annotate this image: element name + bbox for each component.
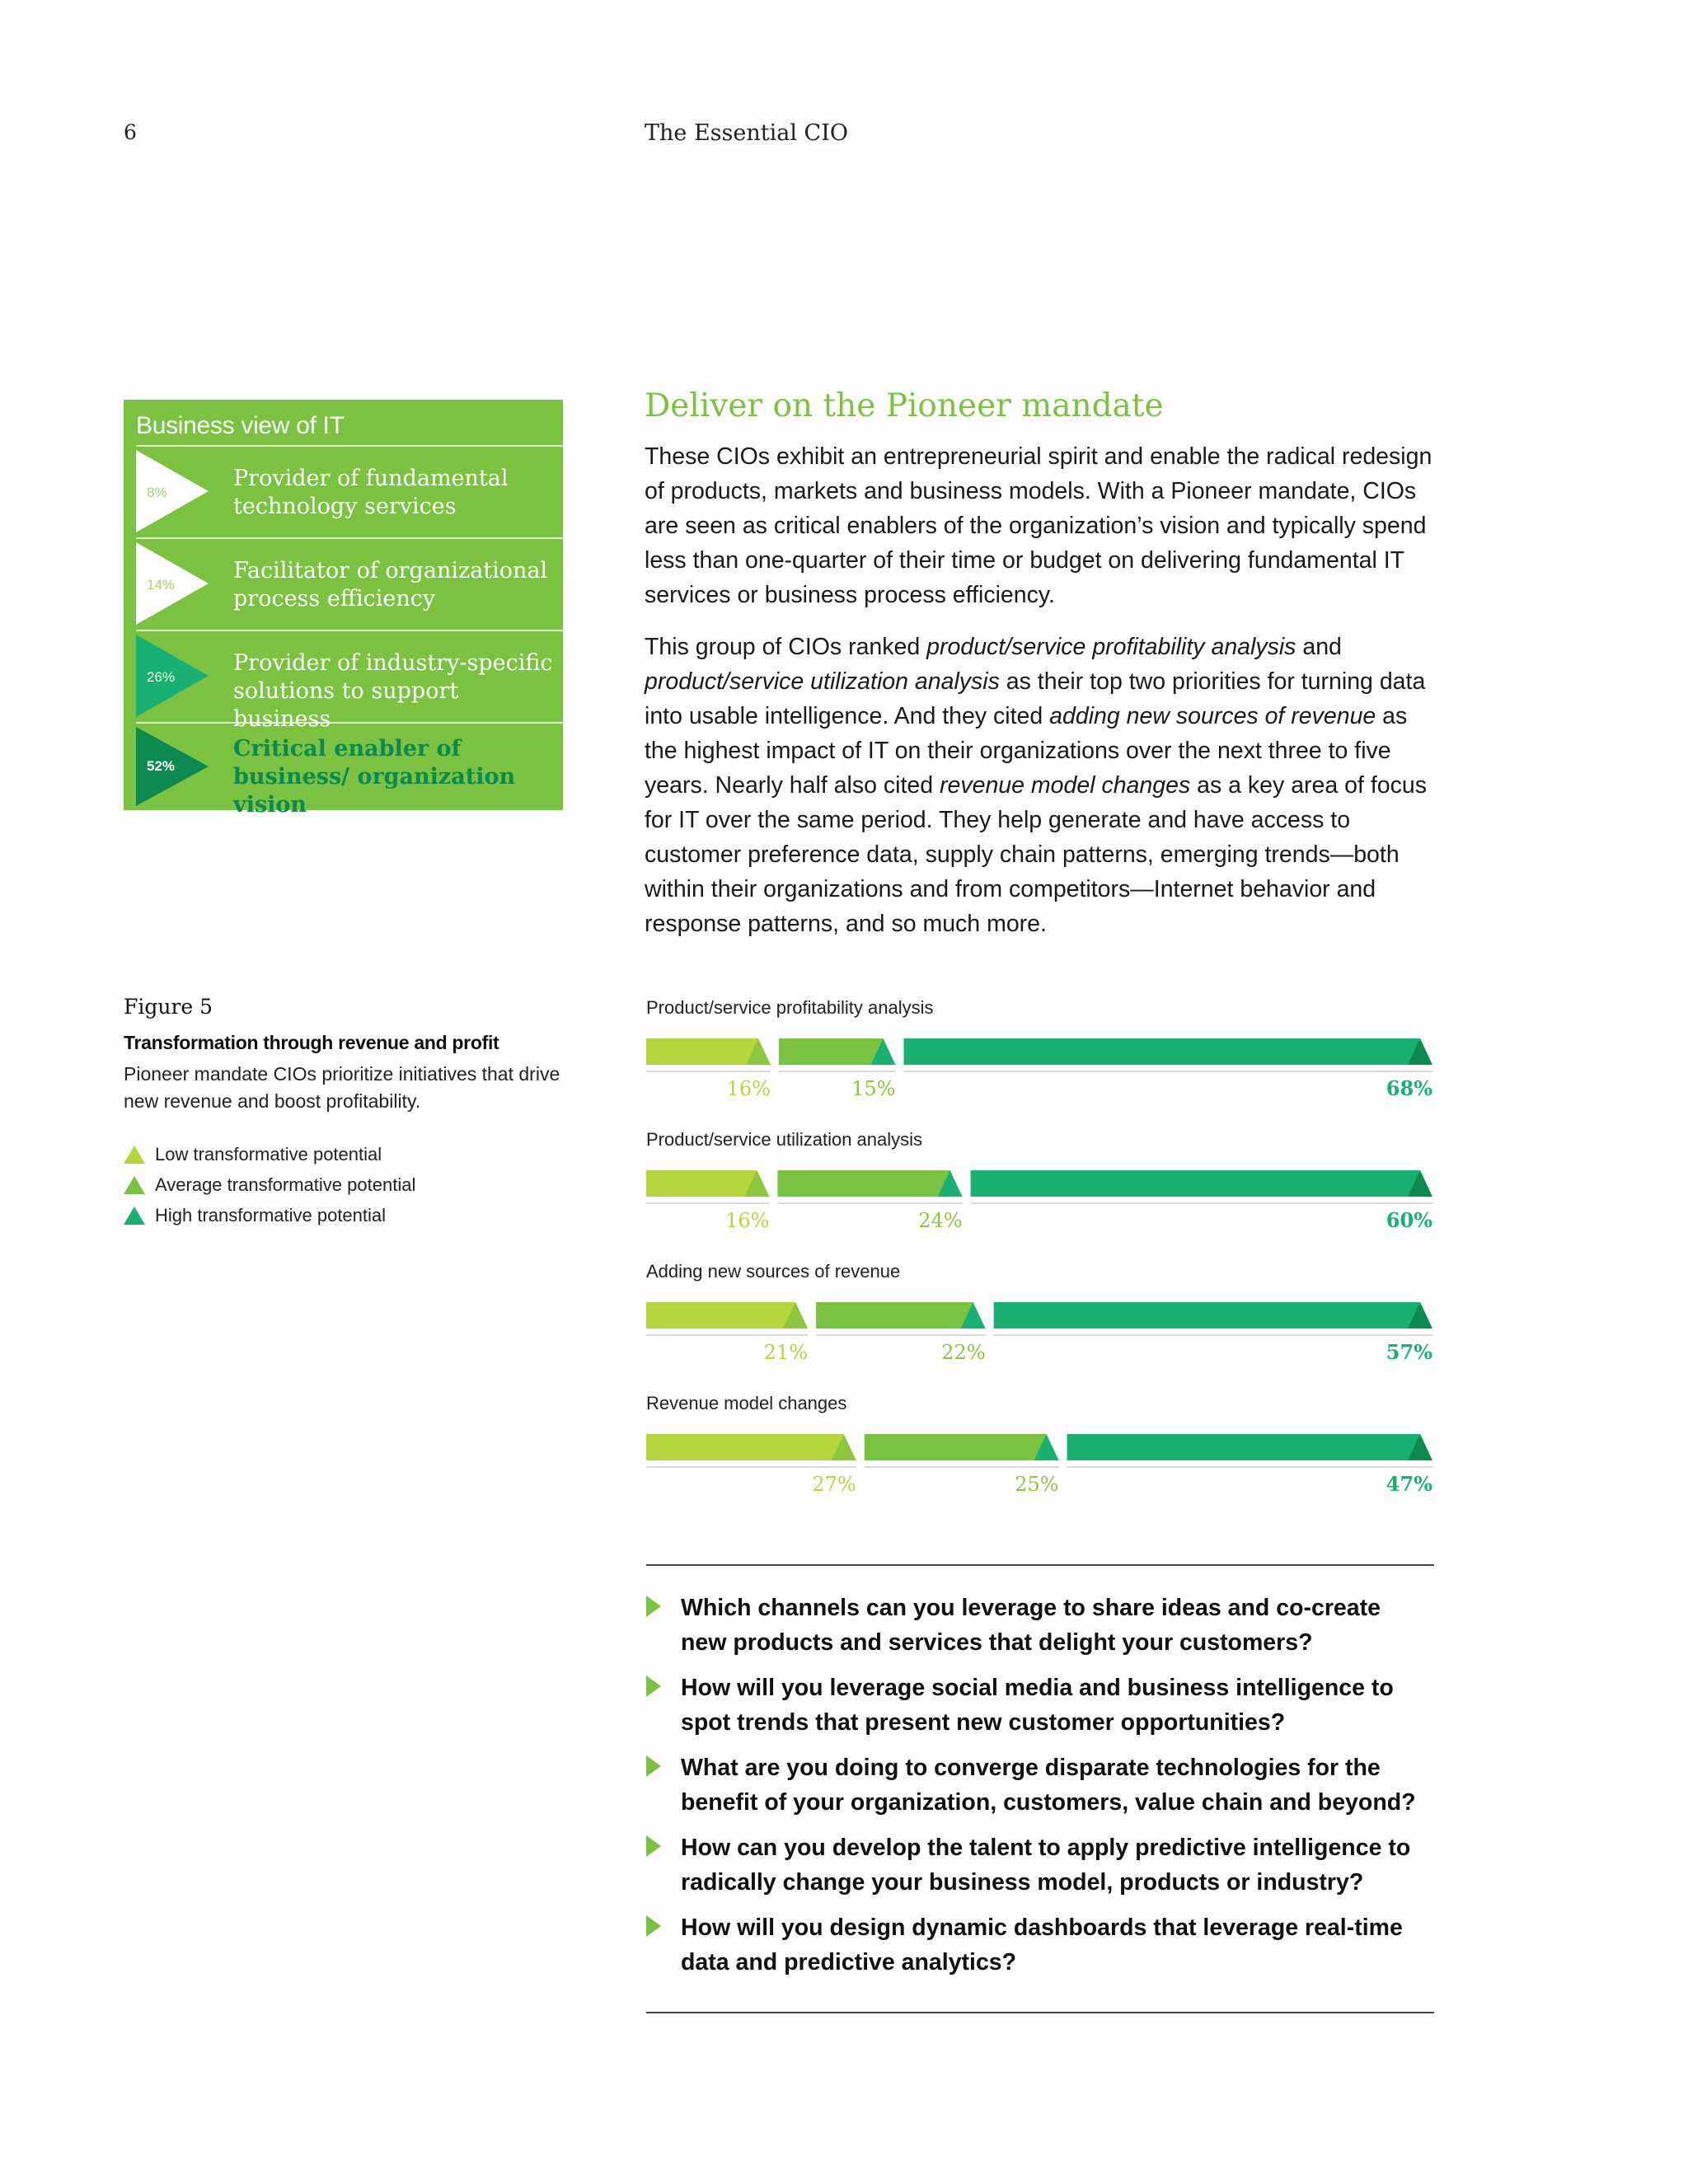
business-view-pct: 26% <box>147 669 176 685</box>
divider-rule <box>646 2012 1434 2013</box>
legend-label: Low transformative potential <box>155 1144 382 1165</box>
chart-bar <box>646 1302 795 1329</box>
bullet-arrow-icon <box>645 1755 663 1779</box>
text-run: and <box>1296 634 1342 660</box>
figure-label: Figure 5 <box>124 995 213 1019</box>
emphasis-text: revenue model changes <box>940 772 1191 799</box>
text-run: This group of CIOs ranked <box>645 634 927 660</box>
body-paragraph <box>645 630 1444 941</box>
chart-bar <box>971 1170 1420 1197</box>
body-paragraph: These CIOs exhibit an entrepreneurial spirit and enable the radical redesign of products, markets and business models. With a Pioneer mandate, CIOs are seen as critical enablers of the organization’s vision and typically spend less than one-quarter of their time or budget on delivering fundamental IT services or business process efficiency. <box>645 443 1432 608</box>
business-view-label: Provider of industry-specific solutions to support business <box>233 650 553 732</box>
legend-triangle-icon <box>124 1207 147 1226</box>
chart-bar <box>865 1434 1047 1460</box>
divider-rule <box>646 1564 1434 1566</box>
chart-data-label: 16% <box>726 1077 771 1100</box>
business-view-pct: 8% <box>147 485 167 500</box>
legend-triangle-icon <box>124 1176 147 1196</box>
question-text: What are you doing to converge disparate technologies for the benefit of your organization, customers, value chain and beyond? <box>681 1755 1416 1816</box>
business-view-pct: 14% <box>147 577 176 593</box>
chart-bar <box>994 1302 1420 1329</box>
chart-bar <box>1067 1434 1420 1460</box>
chart-data-label: 22% <box>941 1341 986 1364</box>
bullet-arrow-icon <box>645 1596 663 1619</box>
legend-label: High transformative potential <box>155 1205 387 1226</box>
text-run: as a key area of focus for IT over the same period. They help generate and have access to customer preference data, supply chain patterns, emerging trends—both within their organizations and from competitors—Internet behavior and response patterns, and so much more. <box>645 772 1427 937</box>
question-text: How can you develop the talent to apply predictive intelligence to radically change your business model, products or industry? <box>681 1835 1411 1896</box>
chart-category-label: Revenue model changes <box>646 1393 847 1413</box>
business-view-row <box>136 537 563 630</box>
text-run: as the highest impact of IT on their organizations over the next three to five years. Nearly half also cited <box>645 703 1408 799</box>
chart-bar <box>646 1170 757 1197</box>
business-view-pct: 52% <box>147 758 176 774</box>
chart-bar <box>646 1434 844 1460</box>
business-view-label: Critical enabler of business/ organization vision <box>233 736 516 818</box>
emphasis-text: product/service utilization analysis <box>645 668 1000 695</box>
chart-category-label: Product/service utilization analysis <box>646 1129 923 1150</box>
question-text: Which channels can you leverage to share ideas and co-create new products and services that delight your customers? <box>681 1595 1381 1656</box>
chart-data-label: 21% <box>763 1341 809 1364</box>
business-view-title: Business view of IT <box>136 412 345 439</box>
chart-data-label: 47% <box>1386 1472 1432 1496</box>
section-heading: Deliver on the Pioneer mandate <box>645 387 1164 424</box>
business-view-label: Provider of fundamental technology services <box>233 466 509 519</box>
figure-title: Transformation through revenue and profit <box>124 1032 499 1053</box>
chart-bar <box>779 1038 884 1065</box>
question-text: How will you leverage social media and business intelligence to spot trends that present new customer opportunities? <box>681 1675 1394 1736</box>
chart-category-label: Adding new sources of revenue <box>646 1261 901 1282</box>
business-view-row <box>136 445 563 537</box>
business-view-row <box>136 630 563 732</box>
chart-bar <box>816 1302 973 1329</box>
chart-category-label: Product/service profitability analysis <box>646 997 934 1018</box>
business-view-panel <box>124 400 563 818</box>
chart-data-label: 68% <box>1386 1076 1432 1100</box>
legend-triangle-icon <box>124 1146 147 1165</box>
question-text: How will you design dynamic dashboards that leverage real-time data and predictive analytics? <box>681 1915 1403 1975</box>
business-view-row <box>136 722 563 818</box>
chart-data-label: 24% <box>918 1209 963 1232</box>
page-number: 6 <box>124 120 137 144</box>
business-view-label: Facilitator of organizational process efficiency <box>233 558 548 612</box>
chart-data-label: 25% <box>1015 1473 1059 1496</box>
chart-bar <box>903 1038 1420 1065</box>
emphasis-text: adding new sources of revenue <box>1049 703 1376 729</box>
transformation-bar-chart <box>635 985 1442 1521</box>
emphasis-text: product/service profitability analysis <box>926 634 1296 660</box>
bullet-arrow-icon <box>645 1835 663 1858</box>
bullet-arrow-icon <box>645 1915 663 1938</box>
chart-data-label: 16% <box>725 1209 770 1232</box>
chart-data-label: 60% <box>1386 1208 1432 1232</box>
chart-data-label: 57% <box>1386 1340 1432 1364</box>
chart-data-label: 27% <box>812 1473 856 1496</box>
text-run: as their top two priorities for turning data into usable intelligence. And they cited <box>645 668 1426 729</box>
legend-label: Average transformative potential <box>155 1174 416 1195</box>
figure-description: Pioneer mandate CIOs prioritize initiatives that drive new revenue and boost profitability. <box>124 1063 560 1112</box>
chart-bar <box>646 1038 758 1065</box>
chart-data-label: 15% <box>851 1077 896 1100</box>
running-title: The Essential CIO <box>645 120 849 146</box>
chart-bar <box>777 1170 950 1197</box>
bullet-arrow-icon <box>645 1675 663 1699</box>
